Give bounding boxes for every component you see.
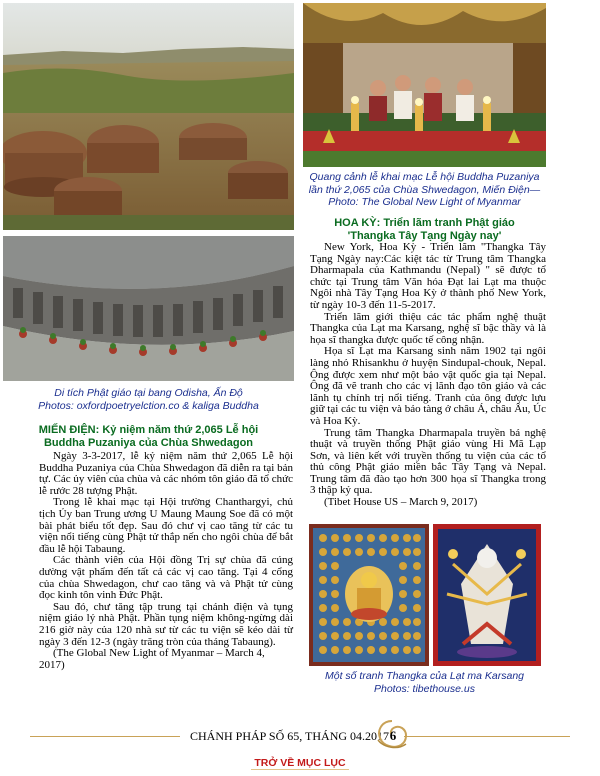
odisha-caption-line: Di tích Phật giáo tại bang Odisha, Ấn Độ — [54, 387, 243, 399]
footer-text: CHÁNH PHÁP SỐ 65, THÁNG 04.2017 — [190, 729, 390, 743]
page-footer — [0, 724, 600, 748]
ceremony-caption-line: Photo: The Global New Light of Myanmar — [328, 196, 521, 208]
ceremony-caption-line: Quang cảnh lễ khai mạc Lễ hội Buddha Puzaniya — [309, 171, 540, 183]
ceremony-photo — [303, 3, 546, 167]
ceremony-caption — [303, 171, 546, 209]
thangka-caption-line: Photos: tibethouse.us — [374, 682, 475, 695]
usa-paragraph: Trung tâm Thangka Dharmapala truyền bá nghệ thuật và truyền thống Phật giáo vùng Hi Mã Lạp Sơn, và liên kết với truyền thống tu viện của các tổ thủ công Phật giáo miền bắc Tây Tạng và Nepal. Trung tâm đã đào tạo hơn 300 họa sĩ Thangka trong 3 thập kỷ qua. — [310, 426, 546, 497]
thangka-painting-buddhas — [309, 524, 429, 666]
myanmar-paragraph: Sau đó, chư tăng tập trung tại chánh điện và tụng niệm giáo lý nhà Phật. Phần tụng niệm không-ngừng dài 216 giờ này của 120 nhà sư từ các tu viện sẽ kéo dài từ ngày 3 đến 12-3 (ngày trăng tròn của tháng Tabaung). — [39, 600, 293, 648]
thangka-painting-deity — [433, 524, 541, 666]
myanmar-title-line: Buddha Puzaniya của Chùa Shwedagon — [43, 437, 254, 449]
odisha-caption-line: Photos: oxfordpoetryelction.co & kaliga Buddha — [38, 399, 259, 412]
myanmar-paragraph: Ngày 3-3-2017, lễ kỷ niệm năm thứ 2,065 Lễ hội Buddha Puzaniya của Chùa Shwedagon đã diễn ra tại bản tự. Các ủy viên của chùa và các nhóm tôn giáo đã tổ chức lễ rước 28 tượng Phật. — [39, 450, 293, 497]
myanmar-article-body — [39, 451, 293, 671]
usa-title-line: HOA KỲ: Triển lãm tranh Phật giáo — [334, 217, 515, 229]
myanmar-title-line: MIẾN ĐIỆN: Kỷ niệm năm thứ 2,065 Lễ hội — [38, 424, 259, 436]
back-to-toc-label[interactable]: TRỞ VỀ MỤC LỤC — [251, 757, 348, 770]
usa-title-line: 'Thangka Tây Tạng Ngày nay' — [347, 230, 502, 242]
stupa-ruins-photo — [3, 3, 294, 230]
myanmar-paragraph: Các thành viên của Hội đồng Trị sự chùa đã cúng dường vật phẩm đến tất cả các vị cao tăng. Tại 4 cổng của chùa Shwedagon, chư cao tăng và và Phật tử cùng đọc kinh tôn vinh Đức Phật. — [39, 554, 293, 602]
footer-rule — [30, 736, 180, 737]
usa-source: (Tibet House US – March 9, 2017) — [324, 496, 478, 509]
usa-paragraph: Triển lãm giới thiệu các tác phẩm nghệ thuật Thangka của Lạt ma Karsang, nghệ sĩ bậc thầy và là họa sĩ thangka được quốc tế công nhận. — [310, 310, 546, 346]
thangka-caption — [303, 670, 546, 695]
ceremony-caption-line: lần thứ 2,065 của Chùa Shwedagon, Miến Điện— — [308, 183, 541, 196]
usa-article-title — [303, 217, 546, 243]
temple-wall-photo — [3, 236, 294, 381]
usa-paragraph: Họa sĩ Lạt ma Karsang sinh năm 1902 tại ngôi làng nhỏ Rhisankhu ở huyện Sindupal-chouk, Nepal. Ông được xem như một bảo vật quốc gia tại Nepal. Ông đã vẽ tranh cho các vị lãnh đạo tôn giáo và các lãnh tụ chính trị nổi tiếng. Tranh của ông được lưu giữ tại các tu viện và bảo tàng ở châu Á, châu Âu, Úc và Hoa Kỳ. — [310, 345, 546, 427]
myanmar-source: (The Global New Light of Myanmar – March 4, 2017) — [39, 647, 265, 671]
back-to-toc-link[interactable] — [0, 757, 600, 769]
usa-article-body — [310, 242, 546, 509]
myanmar-paragraph: Trong lễ khai mạc tại Hội trường Chanthargyi, chủ tịch Ủy ban Trung ương U Maung Maung Soe đã có một bài phát biểu tốt đẹp. Sau đó chư vị cao tăng từ các tu viện nổi tiếng cùng Phật tử thắp nến cho ngôi chùa để bắt đầu lễ hội Tabaung. — [39, 496, 293, 555]
odisha-caption — [3, 387, 294, 412]
footer-rule — [404, 736, 570, 737]
page-number: 6 — [389, 728, 397, 743]
thangka-caption-line: Một số tranh Thangka của Lạt ma Karsang — [324, 670, 525, 682]
myanmar-article-title — [3, 424, 294, 450]
usa-paragraph: New York, Hoa Kỳ - Triển lãm "Thangka Tây Tạng Ngày nay:Các kiệt tác từ Trung tâm Thangka Dharmapala của Kathmandu (Nepal) " sẽ được tổ chức tại Trung tâm Văn hóa Đạt lai Lạt ma thuộc Ngôi nhà Tây Tạng Hoa Kỳ ở thành phố New York, từ ngày 10-3 đến 11-5-2017. — [310, 241, 546, 311]
